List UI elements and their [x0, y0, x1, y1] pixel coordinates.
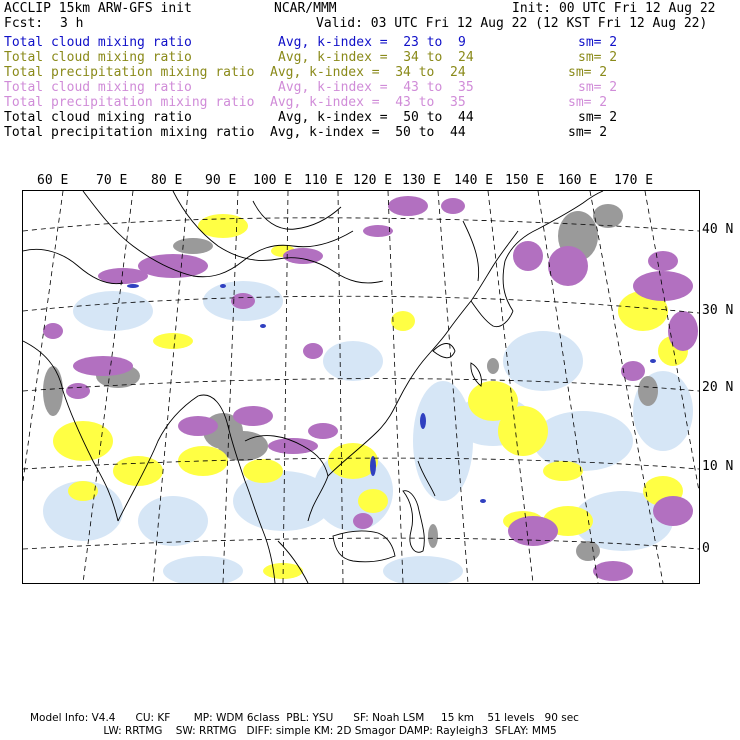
light-blue-cloud-field [43, 281, 693, 583]
legend-smoothing: sm= 2 [568, 95, 608, 110]
latitude-label: 0 [702, 541, 710, 556]
legend-smoothing: sm= 2 [578, 50, 618, 65]
legend-avg: Avg, k-index = 43 to 35 [278, 80, 474, 95]
init-time: Init: 00 UTC Fri 12 Aug 22 [512, 1, 716, 16]
legend-field: Total cloud mixing ratio [4, 50, 192, 65]
valid-time: Valid: 03 UTC Fri 12 Aug 22 (12 KST Fri 12 Aug 22) [316, 16, 708, 31]
longitude-label: 120 E [353, 173, 393, 188]
forecast-hour: 3 h [60, 16, 84, 31]
legend-field: Total cloud mixing ratio [4, 35, 192, 50]
longitude-label: 130 E [402, 173, 442, 188]
legend-avg: Avg, k-index = 50 to 44 [278, 110, 474, 125]
legend-field: Total precipitation mixing ratio [4, 125, 255, 140]
legend-field: Total cloud mixing ratio [4, 80, 192, 95]
legend-avg: Avg, k-index = 43 to 35 [270, 95, 466, 110]
model-center: NCAR/MMM [274, 1, 337, 16]
longitude-label: 60 E [37, 173, 69, 188]
latitude-label: 30 N [702, 303, 734, 318]
longitude-label: 90 E [205, 173, 237, 188]
latitude-label: 10 N [702, 459, 734, 474]
legend-field: Total cloud mixing ratio [4, 110, 192, 125]
legend-smoothing: sm= 2 [578, 80, 618, 95]
longitude-label: 80 E [151, 173, 183, 188]
longitude-label: 140 E [454, 173, 494, 188]
latitude-label: 20 N [702, 380, 734, 395]
model-info-line-1: Model Info: V4.4 CU: KF MP: WDM 6class PBL: YSU SF: Noah LSM 15 km 51 levels 90 sec [30, 712, 579, 724]
legend-avg: Avg, k-index = 34 to 24 [270, 65, 466, 80]
longitude-label: 70 E [96, 173, 128, 188]
forecast-label: Fcst: [4, 16, 44, 31]
model-info-line-2: LW: RRTMG SW: RRTMG DIFF: simple KM: 2D Smagor DAMP: Rayleigh3 SFLAY: MM5 [30, 725, 557, 737]
legend-smoothing: sm= 2 [578, 35, 618, 50]
legend-smoothing: sm= 2 [578, 110, 618, 125]
longitude-label: 160 E [558, 173, 598, 188]
longitude-label: 170 E [614, 173, 654, 188]
legend-avg: Avg, k-index = 34 to 24 [278, 50, 474, 65]
legend-field: Total precipitation mixing ratio [4, 95, 255, 110]
latitude-label: 40 N [702, 222, 734, 237]
longitude-label: 110 E [304, 173, 344, 188]
map-panel [22, 190, 700, 584]
map-title: ACCLIP 15km ARW-GFS init [4, 1, 192, 16]
legend-avg: Avg, k-index = 50 to 44 [270, 125, 466, 140]
legend-smoothing: sm= 2 [568, 125, 608, 140]
longitude-label: 150 E [505, 173, 545, 188]
legend-field: Total precipitation mixing ratio [4, 65, 255, 80]
map-canvas [23, 191, 699, 583]
longitude-label: 100 E [253, 173, 293, 188]
legend-smoothing: sm= 2 [568, 65, 608, 80]
legend-avg: Avg, k-index = 23 to 9 [278, 35, 466, 50]
